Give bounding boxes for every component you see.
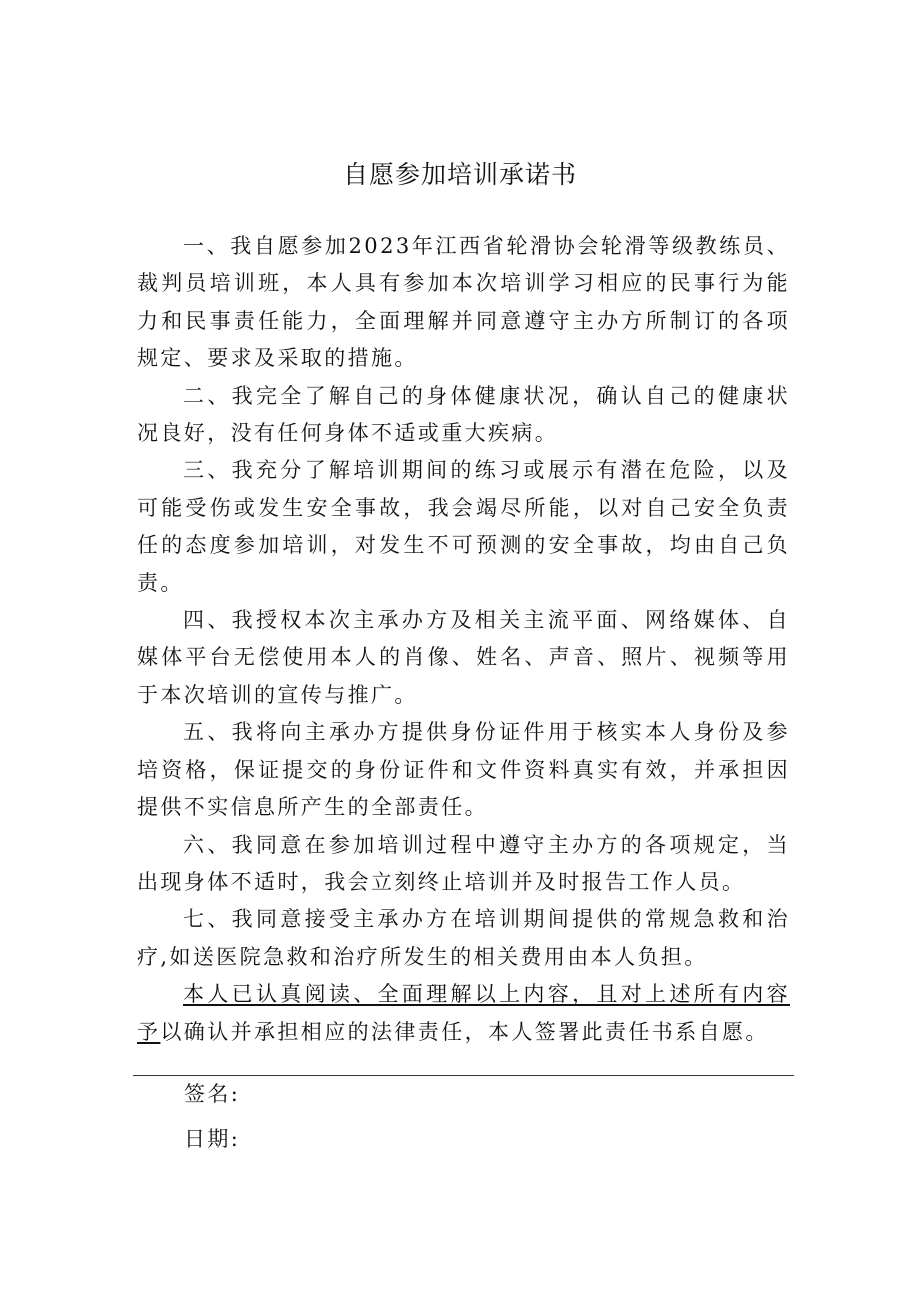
signature-label: 签名:: [184, 1082, 241, 1106]
closing-text: 以确认并承担相应的法律责任，本人签署此责任书系自愿。: [160, 1019, 769, 1044]
closing-underlined-text: 本人已认真阅读、全面理解以上内容，且对上述所有内容予: [137, 982, 790, 1044]
closing-statement: [137, 976, 790, 1051]
divider-line: [133, 1075, 794, 1076]
clause-1: 一、我自愿参加2023年江西省轮滑协会轮滑等级教练员、裁判员培训班，本人具有参加本次培训学习相应的民事行为能力和民事责任能力，全面理解并同意遵守主办方所制订的各项规定、要求及采取的措施。: [137, 234, 790, 371]
clause-7: 七、我同意接受主承办方在培训期间提供的常规急救和治疗,如送医院急救和治疗所发生的相关费用由本人负担。: [137, 907, 790, 969]
clause-6: 六、我同意在参加培训过程中遵守主办方的各项规定，当出现身体不适时，我会立刻终止培训并及时报告工作人员。: [137, 832, 790, 894]
clause-3: 三、我充分了解培训期间的练习或展示有潜在危险，以及可能受伤或发生安全事故，我会竭尽所能，以对自己安全负责任的态度参加培训，对发生不可预测的安全事故，均由自己负责。: [137, 458, 790, 595]
clause-2: 二、我完全了解自己的身体健康状况，确认自己的健康状况良好，没有任何身体不适或重大疾病。: [137, 383, 790, 446]
clause-5: 五、我将向主承办方提供身份证件用于核实本人身份及参培资格，保证提交的身份证件和文件资料真实有效，并承担因提供不实信息所产生的全部责任。: [137, 720, 790, 820]
document-title: 自愿参加培训承诺书: [342, 160, 577, 189]
clause-4: 四、我授权本次主承办方及相关主流平面、网络媒体、自媒体平台无偿使用本人的肖像、姓名、声音、照片、视频等用于本次培训的宣传与推广。: [137, 608, 790, 707]
document-body: [137, 228, 790, 1051]
date-label: 日期:: [184, 1127, 241, 1151]
